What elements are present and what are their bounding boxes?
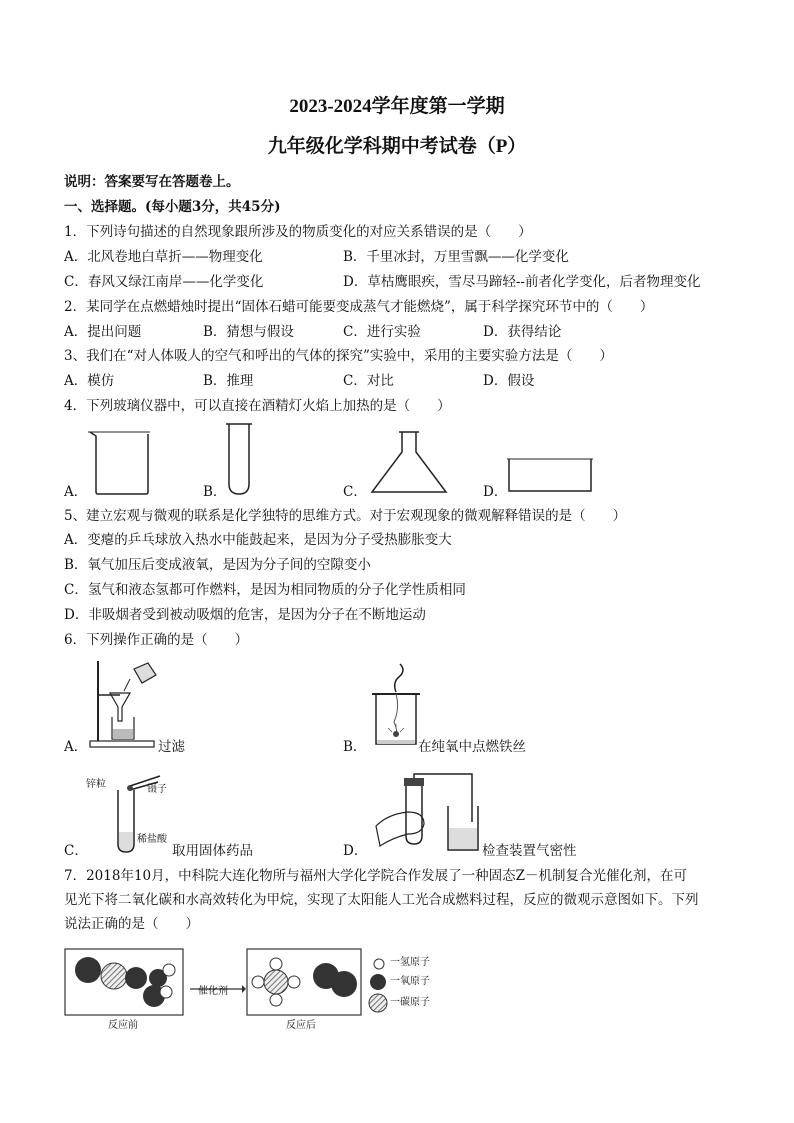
legend-oxygen-icon bbox=[369, 973, 387, 991]
q3-option-c: C．对比 bbox=[343, 373, 394, 389]
q6-option-d-caption: 检查装置气密性 bbox=[482, 843, 577, 859]
exam-title-line2: 九年级化学科期中考试卷（P） bbox=[267, 136, 527, 157]
q5-option-a: A．变瘪的乒乓球放入热水中能鼓起来，是因为分子受热膨胀变大 bbox=[64, 532, 452, 548]
before-label: 反应前 bbox=[108, 1020, 138, 1031]
legend-oxygen: 一氧原子 bbox=[390, 976, 430, 987]
airtightness-figure bbox=[372, 772, 480, 862]
q6-option-a-letter: A． bbox=[64, 739, 88, 755]
filtration-figure bbox=[86, 655, 166, 750]
iron-wire-burning-figure bbox=[366, 662, 426, 752]
q3-stem: 3、我们在“对人体吸人的空气和呼出的气体的探究”实验中，采用的主要实验方法是（ ） bbox=[64, 348, 613, 364]
q6-option-b-caption: 在纯氧中点燃铁丝 bbox=[418, 739, 526, 755]
legend-carbon-icon bbox=[368, 993, 388, 1013]
beaker-figure bbox=[86, 428, 156, 498]
reaction-before-box bbox=[64, 948, 184, 1016]
catalyst-label: 催化剂 bbox=[198, 986, 228, 997]
label-zinc: 锌粒 bbox=[86, 779, 106, 790]
exam-title-line1: 2023-2024学年度第一学期 bbox=[289, 96, 505, 117]
q5-option-c: C．氢气和液态氢都可作燃料，是因为相同物质的分子化学性质相同 bbox=[64, 582, 466, 598]
q6-option-d-letter: D． bbox=[343, 843, 368, 859]
legend-hydrogen: 一氢原子 bbox=[390, 957, 430, 968]
legend-carbon: 一碳原子 bbox=[390, 997, 430, 1008]
q1-option-d: D．草枯鹰眼疾，雪尽马蹄轻--前者化学变化，后者物理变化 bbox=[343, 274, 701, 290]
q2-option-d: D．获得结论 bbox=[483, 324, 562, 340]
q1-option-b: B．千里冰封，万里雪飘——化学变化 bbox=[343, 249, 569, 265]
q4-option-b: B． bbox=[203, 484, 227, 500]
q2-option-b: B．猜想与假设 bbox=[203, 324, 294, 340]
legend-hydrogen-icon bbox=[372, 957, 386, 971]
q7-stem-line2: 见光下将二氧化碳和水高效转化为甲烷，实现了太阳能人工光合成燃料过程，反应的微观示意图如下。下列 bbox=[64, 892, 699, 908]
after-label: 反应后 bbox=[286, 1020, 316, 1031]
test-tube-figure bbox=[225, 422, 255, 497]
q2-stem: 2．某同学在点燃蜡烛时提出“固体石蜡可能要变成蒸气才能燃烧”，属于科学探究环节中的（ ） bbox=[64, 299, 654, 315]
q6-option-c-caption: 取用固体药品 bbox=[172, 843, 253, 859]
label-tweezers: 镊子 bbox=[147, 784, 167, 795]
q2-option-a: A．提出问题 bbox=[64, 324, 142, 340]
q4-option-c: C． bbox=[343, 484, 367, 500]
q6-stem: 6．下列操作正确的是（ ） bbox=[64, 632, 249, 648]
q4-stem: 4．下列玻璃仪器中，可以直接在酒精灯火焰上加热的是（ ） bbox=[64, 398, 451, 414]
q5-stem: 5、建立宏观与微观的联系是化学独特的思维方式。对于宏观现象的微观解释错误的是（ ） bbox=[64, 508, 627, 524]
q4-option-d: D． bbox=[483, 484, 508, 500]
q5-option-d: D．非吸烟者受到被动吸烟的危害，是因为分子在不断地运动 bbox=[64, 607, 426, 623]
q1-stem: 1．下列诗句描述的自然现象跟所涉及的物质变化的对应关系错误的是（ ） bbox=[64, 224, 532, 240]
q4-option-a: A． bbox=[64, 484, 88, 500]
q1-option-a: A．北风卷地白草折——物理变化 bbox=[64, 249, 263, 265]
q3-option-a: A．模仿 bbox=[64, 373, 115, 389]
q1-option-c: C．春风又绿江南岸——化学变化 bbox=[64, 274, 264, 290]
reaction-after-box bbox=[246, 948, 362, 1016]
q3-option-d: D．假设 bbox=[483, 373, 535, 389]
conical-flask-figure bbox=[366, 428, 452, 498]
q6-option-b-letter: B． bbox=[343, 739, 367, 755]
q6-option-c-letter: C． bbox=[64, 843, 88, 859]
q3-option-b: B．推理 bbox=[203, 373, 254, 389]
q2-option-c: C．进行实验 bbox=[343, 324, 421, 340]
instructions: 说明：答案要写在答题卷上。 bbox=[64, 174, 240, 190]
q6-option-a-caption: 过滤 bbox=[158, 739, 185, 755]
label-dilute-hcl: 稀盐酸 bbox=[137, 834, 167, 845]
section-heading: 一、选择题。(每小题3分，共45分) bbox=[64, 199, 281, 215]
q7-stem-line1: 7．2018年10月，中科院大连化物所与福州大学化学院合作发展了一种固态Z－机制复合光催化剂，在可 bbox=[64, 868, 688, 884]
q7-stem-line3: 说法正确的是（ ） bbox=[64, 916, 199, 932]
q5-option-b: B．氧气加压后变成液氧，是因为分子间的空隙变小 bbox=[64, 557, 371, 573]
evaporating-dish-figure bbox=[505, 455, 595, 497]
